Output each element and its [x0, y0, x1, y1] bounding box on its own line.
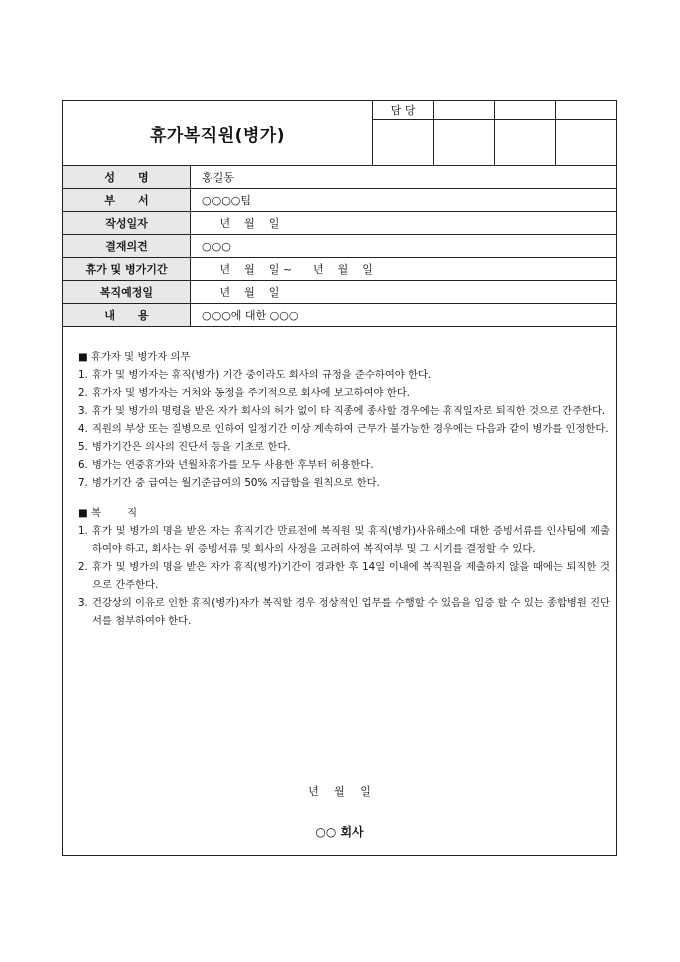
table-row [63, 189, 616, 212]
list-item: 1. 휴가 및 병가자는 휴직(병가) 기간 중이라도 회사의 규정을 준수하여야 한다. [78, 369, 432, 381]
approval-signature-cell[interactable] [495, 120, 556, 166]
department-label: 부 서 [63, 189, 191, 212]
footer-date[interactable]: 년 월 일 [308, 785, 371, 798]
leave-return-form [62, 100, 617, 856]
duties-list [78, 366, 616, 492]
table-row [63, 166, 616, 189]
list-item: 2. 휴가 및 병가의 명을 받은 자가 휴직(병가)기간이 경과한 후 14일 이내에 복직원을 제출하지 않을 때에는 퇴직한 것으로 간주한다. [78, 561, 610, 591]
list-item: 7. 병가기간 중 급여는 월기준급여의 50% 지급함을 원칙으로 한다. [78, 477, 380, 489]
company-name: ○○ 회사 [315, 825, 364, 839]
table-row [63, 258, 616, 281]
return-section-title: ■ 복 직 [78, 507, 138, 519]
approval-opinion-value[interactable]: ○○○ [191, 235, 617, 258]
leave-period-label: 휴가 및 병가기간 [63, 258, 191, 281]
return-date-value[interactable]: 년 월 일 [191, 281, 617, 304]
form-header [63, 101, 616, 166]
approval-signer-header [555, 101, 616, 120]
form-title: 휴가복직원(병가) [150, 125, 285, 146]
table-row [63, 281, 616, 304]
approval-signature-cell[interactable] [434, 120, 495, 166]
table-row [63, 304, 616, 327]
written-date-value[interactable]: 년 월 일 [191, 212, 617, 235]
name-value[interactable]: 홍길동 [191, 166, 617, 189]
leave-period-value[interactable]: 년 월 일 ~ 년 월 일 [191, 258, 617, 281]
approval-signer-header [434, 101, 495, 120]
approval-signature-cell[interactable] [373, 120, 434, 166]
content-value[interactable]: ○○○에 대한 ○○○ [191, 304, 617, 327]
table-row [63, 235, 616, 258]
written-date-label: 작성일자 [63, 212, 191, 235]
table-row [63, 212, 616, 235]
approval-opinion-label: 결재의견 [63, 235, 191, 258]
list-item: 1. 휴가 및 병가의 명을 받은 자는 휴직기간 만료전에 복직원 및 휴직(병가)사유해소에 대한 증빙서류를 인사팀에 제출하여야 하고, 회사는 위 증빙서류 및 회사의 사정을 고려하여 복직여부 및 그 시기를 결정할 수 있다. [78, 525, 610, 555]
content-label: 내 용 [63, 304, 191, 327]
list-item: 3. 휴가 및 병가의 명령을 받은 자가 회사의 허가 없이 타 직종에 종사할 경우에는 휴직일자로 퇴직한 것으로 간주한다. [78, 405, 606, 417]
return-date-label: 복직예정일 [63, 281, 191, 304]
list-item: 5. 병가기간은 의사의 진단서 등을 기초로 한다. [78, 441, 291, 453]
info-table [63, 165, 616, 327]
list-item: 2. 휴가자 및 병가자는 거처와 동정을 주기적으로 회사에 보고하여야 한다. [78, 387, 410, 399]
approval-signature-cell[interactable] [555, 120, 616, 166]
department-value[interactable]: ○○○○팀 [191, 189, 617, 212]
approval-label: 담 당 [373, 101, 434, 120]
duties-section-title: ■ 휴가자 및 병가자 의무 [78, 351, 191, 363]
name-label: 성 명 [63, 166, 191, 189]
form-body [63, 348, 616, 630]
return-list [78, 522, 616, 630]
approval-signer-header [495, 101, 556, 120]
list-item: 4. 직원의 부상 또는 질병으로 인하여 일정기간 이상 계속하여 근무가 불가능한 경우에는 다음과 같이 병가를 인정한다. [78, 423, 609, 435]
list-item: 6. 병가는 연중휴가와 년월차휴가를 모두 사용한 후부터 허용한다. [78, 459, 374, 471]
approval-box [372, 101, 616, 165]
list-item: 3. 건강상의 이유로 인한 휴직(병가)자가 복직할 경우 정상적인 업무를 수행할 수 있음을 입증 할 수 있는 종합병원 진단서를 첨부하여야 한다. [78, 597, 610, 627]
